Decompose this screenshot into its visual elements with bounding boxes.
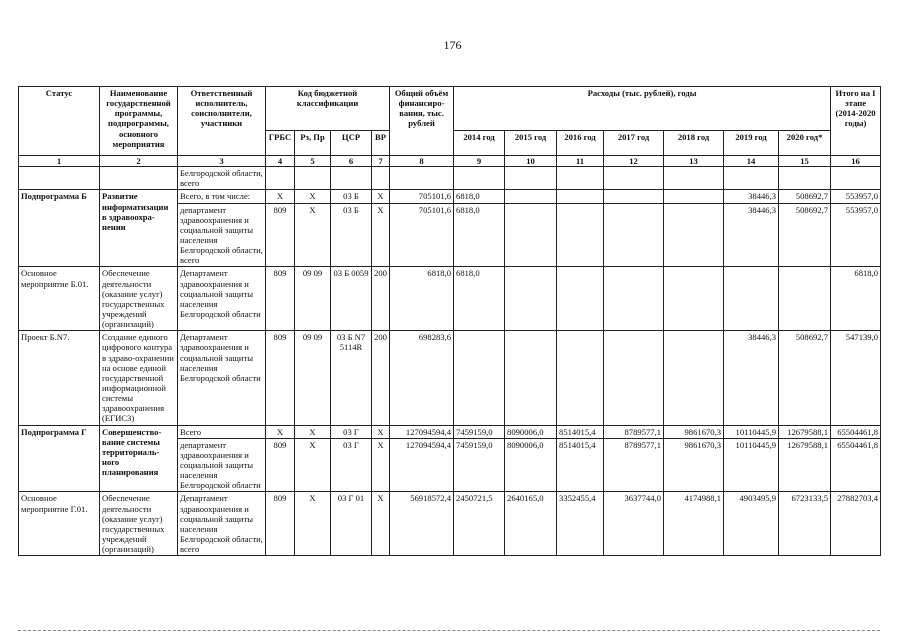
cell-name (100, 167, 178, 190)
cell-vr: X (372, 492, 390, 556)
cell-grbs: 809 (266, 331, 295, 425)
cell-rzpr: X (295, 438, 331, 492)
cell-executor: Департамент здравоохранения и социальной защиты населения Белгородской области, всего (178, 492, 266, 556)
cell-year-value: 6818,0 (454, 267, 505, 331)
cell-year-value: 4903495,9 (724, 492, 779, 556)
cell-year-value (557, 190, 604, 203)
cell-rzpr (295, 167, 331, 190)
cell-year-value (724, 167, 779, 190)
table-row (19, 425, 881, 438)
cell-executor: департамент здравоохранения и социальной защиты населения Белгородской области, всего (178, 203, 266, 267)
cell-vr: X (372, 438, 390, 492)
cell-stage-total: 65504461,8 (831, 425, 881, 438)
header-year: 2017 год (604, 131, 664, 156)
cell-executor: Всего, в том числе: (178, 190, 266, 203)
header-year: 2014 год (454, 131, 505, 156)
header-csr: ЦСР (331, 131, 372, 156)
cell-rzpr: X (295, 492, 331, 556)
cell-csr: 03 Б (331, 203, 372, 267)
column-number-row (19, 156, 881, 167)
cell-status: Подпрограмма Б (19, 190, 100, 267)
cell-year-value: 10110445,9 (724, 425, 779, 438)
cell-year-value: 6818,0 (454, 190, 505, 203)
cell-year-value (505, 203, 557, 267)
cell-total (390, 167, 454, 190)
cell-grbs (266, 167, 295, 190)
column-number: 6 (331, 156, 372, 167)
cell-csr: 03 Г (331, 425, 372, 438)
cell-vr: X (372, 203, 390, 267)
cell-stage-total: 547139,0 (831, 331, 881, 425)
cell-grbs: 809 (266, 438, 295, 492)
cell-grbs: 809 (266, 267, 295, 331)
cell-stage-total: 65504461,8 (831, 438, 881, 492)
cell-stage-total: 6818,0 (831, 267, 881, 331)
cell-year-value: 508692,7 (779, 190, 831, 203)
column-number: 14 (724, 156, 779, 167)
cell-year-value (454, 331, 505, 425)
cell-csr (331, 167, 372, 190)
cell-year-value (664, 190, 724, 203)
column-number: 1 (19, 156, 100, 167)
header-year: 2019 год (724, 131, 779, 156)
cell-grbs: X (266, 190, 295, 203)
cell-total: 127094594,4 (390, 438, 454, 492)
cell-vr: 200 (372, 267, 390, 331)
cell-year-value: 2640165,0 (505, 492, 557, 556)
cell-stage-total (831, 167, 881, 190)
cell-year-value (454, 167, 505, 190)
cell-year-value (505, 331, 557, 425)
cell-year-value (604, 167, 664, 190)
column-number: 5 (295, 156, 331, 167)
cell-year-value (664, 267, 724, 331)
cell-year-value (664, 203, 724, 267)
cell-year-value (664, 167, 724, 190)
cell-year-value (779, 267, 831, 331)
cell-rzpr: 09 09 (295, 331, 331, 425)
cell-status: Подпрограмма Г (19, 425, 100, 492)
column-number: 3 (178, 156, 266, 167)
cell-stage-total: 553957,0 (831, 203, 881, 267)
cell-year-value (557, 331, 604, 425)
column-number: 13 (664, 156, 724, 167)
cell-year-value (604, 267, 664, 331)
cell-executor: Департамент здравоохранения и социальной защиты населения Белгородской области (178, 331, 266, 425)
cell-year-value: 8789577,1 (604, 438, 664, 492)
cell-year-value: 7459159,0 (454, 438, 505, 492)
cell-status: Основное мероприятие Г.01. (19, 492, 100, 556)
cell-csr: 03 Г (331, 438, 372, 492)
cell-name: Совершенство-вание системы территориаль-ного планирования (100, 425, 178, 492)
header-year: 2015 год (505, 131, 557, 156)
cell-vr: 200 (372, 331, 390, 425)
cell-year-value: 2450721,5 (454, 492, 505, 556)
cell-status: Проект Б.N7. (19, 331, 100, 425)
cell-rzpr: X (295, 190, 331, 203)
cell-year-value: 7459159,0 (454, 425, 505, 438)
cell-year-value: 508692,7 (779, 331, 831, 425)
cell-grbs: X (266, 425, 295, 438)
budget-table (18, 86, 881, 556)
cell-name: Обеспечение деятельности (оказание услуг) государственных учреждений (организаций) (100, 267, 178, 331)
header-vr: ВР (372, 131, 390, 156)
column-number: 7 (372, 156, 390, 167)
cell-year-value: 8789577,1 (604, 425, 664, 438)
cell-year-value: 38446,3 (724, 190, 779, 203)
cell-year-value: 8514015,4 (557, 425, 604, 438)
cell-name: Создание единого цифрового контура в здраво-охранении на основе единой государственной информационной системы здравоохранения (ЕГИСЗ) (100, 331, 178, 425)
cell-rzpr: X (295, 425, 331, 438)
cell-stage-total: 553957,0 (831, 190, 881, 203)
cell-name: Развитие информатизации в здравоохра-нении (100, 190, 178, 267)
header-year: 2016 год (557, 131, 604, 156)
cell-year-value (557, 203, 604, 267)
column-number: 12 (604, 156, 664, 167)
cell-year-value: 4174988,1 (664, 492, 724, 556)
table-row (19, 492, 881, 556)
cell-year-value: 6818,0 (454, 203, 505, 267)
cell-year-value: 8090006,0 (505, 425, 557, 438)
cell-total: 127094594,4 (390, 425, 454, 438)
header-total-volume: Общий объём финансиро-вания, тыс. рублей (390, 87, 454, 156)
column-number: 11 (557, 156, 604, 167)
cell-year-value (505, 190, 557, 203)
cell-status (19, 167, 100, 190)
cell-year-value: 10110445,9 (724, 438, 779, 492)
header-stage-total: Итого на I этапе (2014-2020 годы) (831, 87, 881, 156)
header-budget-code: Код бюджетной классификации (266, 87, 390, 131)
cell-year-value (664, 331, 724, 425)
cell-year-value: 12679588,1 (779, 425, 831, 438)
table-row (19, 167, 881, 190)
cell-grbs: 809 (266, 203, 295, 267)
cell-year-value: 9861670,3 (664, 425, 724, 438)
cell-status: Основное мероприятие Б.01. (19, 267, 100, 331)
cell-year-value: 6723133,5 (779, 492, 831, 556)
table-row (19, 331, 881, 425)
cell-csr: 03 Б 0059 (331, 267, 372, 331)
header-expenses: Расходы (тыс. рублей), годы (454, 87, 831, 131)
cell-csr: 03 Б (331, 190, 372, 203)
cell-total: 698283,6 (390, 331, 454, 425)
cell-rzpr: 09 09 (295, 267, 331, 331)
cell-year-value (779, 167, 831, 190)
cell-year-value (724, 267, 779, 331)
cell-vr (372, 167, 390, 190)
header-executor: Ответственный исполнитель, соисполнители, участники (178, 87, 266, 156)
header-year: 2020 год* (779, 131, 831, 156)
cell-year-value (604, 203, 664, 267)
table-header (19, 87, 881, 167)
cell-total: 705101,6 (390, 190, 454, 203)
cell-year-value (505, 167, 557, 190)
cell-year-value: 8514015,4 (557, 438, 604, 492)
cell-year-value (604, 331, 664, 425)
cell-year-value: 508692,7 (779, 203, 831, 267)
header-name: Наименование государственной программы, подпрограммы, основного мероприятия (100, 87, 178, 156)
table-row (19, 190, 881, 203)
bottom-divider (18, 630, 880, 631)
cell-vr: X (372, 425, 390, 438)
header-rzpr: Рз, Пр (295, 131, 331, 156)
cell-rzpr: X (295, 203, 331, 267)
column-number: 15 (779, 156, 831, 167)
cell-year-value: 12679588,1 (779, 438, 831, 492)
cell-total: 6818,0 (390, 267, 454, 331)
cell-year-value: 3637744,0 (604, 492, 664, 556)
cell-executor: Всего (178, 425, 266, 438)
cell-name: Обеспечение деятельности (оказание услуг) государственных учреждений (организаций) (100, 492, 178, 556)
cell-year-value: 8090006,0 (505, 438, 557, 492)
cell-csr: 03 Г 01 (331, 492, 372, 556)
column-number: 8 (390, 156, 454, 167)
table-body (19, 167, 881, 556)
table-row (19, 267, 881, 331)
cell-total: 56918572,4 (390, 492, 454, 556)
cell-year-value: 38446,3 (724, 331, 779, 425)
cell-year-value (557, 167, 604, 190)
header-year: 2018 год (664, 131, 724, 156)
cell-year-value: 38446,3 (724, 203, 779, 267)
cell-grbs: 809 (266, 492, 295, 556)
cell-csr: 03 Б N7 5114R (331, 331, 372, 425)
cell-year-value (557, 267, 604, 331)
header-grbs: ГРБС (266, 131, 295, 156)
cell-stage-total: 27882703,4 (831, 492, 881, 556)
cell-executor: Белгородской области, всего (178, 167, 266, 190)
cell-total: 705101,6 (390, 203, 454, 267)
page-number: 176 (443, 38, 462, 52)
column-number: 16 (831, 156, 881, 167)
column-number: 9 (454, 156, 505, 167)
column-number: 10 (505, 156, 557, 167)
cell-year-value: 9861670,3 (664, 438, 724, 492)
cell-executor: Департамент здравоохранения и социальной защиты населения Белгородской области (178, 267, 266, 331)
header-status: Статус (19, 87, 100, 156)
column-number: 2 (100, 156, 178, 167)
cell-vr: X (372, 190, 390, 203)
column-number: 4 (266, 156, 295, 167)
cell-year-value: 3352455,4 (557, 492, 604, 556)
cell-year-value (505, 267, 557, 331)
cell-executor: департамент здравоохранения и социальной защиты населения Белгородской области (178, 438, 266, 492)
cell-year-value (604, 190, 664, 203)
